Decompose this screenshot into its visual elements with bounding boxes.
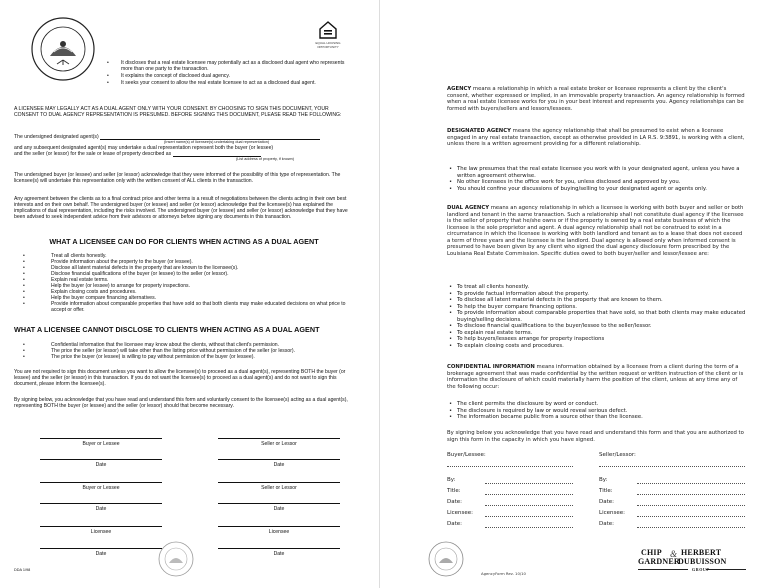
agent-name-caption: (Insert name(s) of licensee(s) undertaking dual representation) xyxy=(164,140,270,145)
confidential-exceptions-list xyxy=(447,401,747,421)
equal-housing-icon xyxy=(318,20,338,40)
louisiana-seal-icon xyxy=(30,16,96,82)
list-item: • Help the buyer (or lessee) to arrange for property inspections. xyxy=(14,283,354,289)
by-signing-paragraph: By signing below, you acknowledge that you have read and understand this form and voluntarily consent to the licensee(s) acting as a dual agent(s), representing BOTH the buyer (or lessee) and the seller (or lessor) should that become necessary. xyxy=(14,397,348,410)
cannot-disclose-list xyxy=(14,342,354,360)
designated-agency-list xyxy=(447,166,747,192)
not-required-paragraph: You are not required to sign this document unless you want to allow the licensee(s) to proceed as a dual agent(s), representing BOTH the buyer (or lessee) and the seller (or lessor) in this transaction. If you do not want the licensee(s) to proceed as a dual agent(s) and do not want to sign this document, please inform the licensee(s). xyxy=(14,369,346,388)
form-number: DDA 1/98 xyxy=(14,568,31,572)
seller-2-signature-line[interactable]: Seller or Lessor xyxy=(218,482,340,491)
brokerage-logo: CHIP GARDNER & HERBERT DUBUISSON GROUP xyxy=(636,548,751,578)
buyer-licensee-date-field[interactable] xyxy=(485,527,573,528)
commission-seal-icon xyxy=(427,540,465,578)
list-item: • Disclose all latent material defects in the property that are known to the licensee(s). xyxy=(14,265,354,271)
list-item: • Provide information about comparable properties that have sold so that both clients may make educated decisions on what price to accept or offer. xyxy=(14,301,354,313)
list-item: • The price the seller (or lessor) will take other than the listing price without permission of the seller (or lessor). xyxy=(14,348,354,354)
buyer-by-field[interactable] xyxy=(485,483,573,484)
list-item: • To provide information about comparable properties that have sold, so that both clients may make educated buying/selling decisions. xyxy=(447,310,747,323)
list-item: • To disclose all latent material defects in the property that are known to them. xyxy=(447,297,747,304)
dual-agency-duties-list xyxy=(447,284,747,349)
buyer-title-label: Title: xyxy=(447,488,461,494)
list-item: • The price the buyer (or lessee) is willing to pay without permission of the buyer (or lessee). xyxy=(14,354,354,360)
buyer-licensee-field[interactable] xyxy=(485,516,573,517)
list-item: • To provide factual information about the property. xyxy=(447,291,747,298)
dual-agency-term: DUAL AGENCY xyxy=(447,205,490,211)
list-item: • The information became public from a source other than the licensee. xyxy=(447,414,747,421)
list-item: • The client permits the disclosure by word or conduct. xyxy=(447,401,747,408)
by-signing-statement: By signing below you acknowledge that you have read and understand this form and that you are authorized to sign this form in the capacity in which you have signed. xyxy=(447,430,744,443)
seller-licensee-label: Licensee: xyxy=(599,510,625,516)
seller-name-field[interactable] xyxy=(599,466,745,467)
list-item: • Confidential information that the licensee may know about the clients, without that client's permission. xyxy=(14,342,354,348)
list-item: • It discloses that a real estate licensee may potentially act as a disclosed dual agent who represents more than one party to the transaction. xyxy=(105,60,355,72)
list-item: • To treat all clients honestly. xyxy=(447,284,747,291)
buyer-date-line[interactable]: Date xyxy=(40,459,162,468)
buyer-signature-line[interactable]: Buyer or Lessee xyxy=(40,438,162,447)
dual-agency-definition: DUAL AGENCY means an agency relationship in which a licensee is working with both buyer and seller or both landlord and tenant in the same transaction. Such a relationship shall not constitute dual agency if the licensee is the seller of property that he/she owns or if the property is owned by a real estate business of which the licensee is the sole proprietor and agent. A dual agency relationship shall not be construed to exist in a circumstance in which the licensee is working with both landlord and tenant as to a lease that does not exceed a term of three years and the licensee is the landlord. Dual agency is allowed only when informed consent is presumed to have been given by any client who signed the dual agency disclosure form prescribed by the Louisiana Real Estate Commission. Specific duties owed to both buyer/seller and lessor/lessee are: xyxy=(447,205,744,257)
cannot-disclose-heading: WHAT A LICENSEE CANNOT DISCLOSE TO CLIENTS WHEN ACTING AS A DUAL AGENT xyxy=(14,325,320,334)
list-item: • It explains the concept of disclosed dual agency. xyxy=(105,73,355,79)
buyer-2-date-line[interactable]: Date xyxy=(40,503,162,512)
confidential-term: CONFIDENTIAL INFORMATION xyxy=(447,364,535,370)
seller-date-line[interactable]: Date xyxy=(218,459,340,468)
revision-label: AgencyForm Rev. 10/10 xyxy=(481,571,526,576)
list-item: • To explain real estate terms. xyxy=(447,330,747,337)
agency-term: AGENCY xyxy=(447,86,472,92)
agency-definition: AGENCY means a relationship in which a real estate broker or licensee represents a client by the client's consent, whether expressed or implied, in an immovable property transaction. An agency relationship is formed when a real estate licensee works for you in your best interest and represents you. Agency relationships can be formed with buyers/sellers and lessors/lessees. xyxy=(447,86,745,112)
seller-signature-line[interactable]: Seller or Lessor xyxy=(218,438,340,447)
list-item: • To help buyers/lessees arrange for property inspections xyxy=(447,336,747,343)
property-line: and the seller (or lessor) for the sale or lease of property described as xyxy=(14,151,354,157)
left-signature-grid xyxy=(40,438,350,564)
buyer-licensee-label: Licensee: xyxy=(447,510,473,516)
seller-date-field[interactable] xyxy=(637,505,745,506)
buyer-date-label: Date: xyxy=(447,499,462,505)
seller-licensee-date-label: Date: xyxy=(599,521,614,527)
buyer-title-field[interactable] xyxy=(485,494,573,495)
list-item: • The disclosure is required by law or would reveal serious defect. xyxy=(447,408,747,415)
intro-bullet-list xyxy=(105,60,355,87)
list-item: • It seeks your consent to allow the real estate licensee to act as a disclosed dual agent. xyxy=(105,80,355,86)
equal-housing-label: EQUAL HOUSING OPPORTUNITY xyxy=(315,41,341,49)
seller-date-label: Date: xyxy=(599,499,614,505)
buyer-by-label: By: xyxy=(447,477,456,483)
list-item: • You should confine your discussions of buying/selling to your designated agent or agents only. xyxy=(447,186,747,193)
designated-agency-definition: DESIGNATED AGENCY means the agency relationship that shall be presumed to exist when a licensee engaged in any real estate transaction, except as otherwise provided in LA R.S. 9:3891, is working with a client, unless there is a written agreement providing for a different relationship. xyxy=(447,128,745,148)
buyer-name-field[interactable] xyxy=(447,466,573,467)
dual-representation-text: and any subsequent designated agent(s) may undertake a dual representation represent both the buyer (or lessee) xyxy=(14,144,274,151)
agreement-paragraph: Any agreement between the clients as to a final contract price and other terms is a result of negotiations between the clients acting in their own best interests and on their own behalf. The undersigned buyer (or lessee) and seller (or lessor) acknowledge that the licensee(s) has explained the implications of dual representation, including the risks involved. The undersigned buyer (or lessee) and seller (or lessor) acknowledge that they have been advised to seek independent advice from their advisors or attorneys before signing any documents in this transaction. xyxy=(14,196,348,221)
licensee-date-line[interactable]: Date xyxy=(40,548,162,557)
seller-title-label: Title: xyxy=(599,488,613,494)
list-item: • To help the buyer compare financing options. xyxy=(447,304,747,311)
licensee-2-date-line[interactable]: Date xyxy=(218,548,340,557)
list-item: • To explain closing costs and procedures. xyxy=(447,343,747,350)
agency-definitions-page xyxy=(381,0,761,588)
seller-2-date-line[interactable]: Date xyxy=(218,503,340,512)
designated-agent-line: The undersigned designated agent(s) xyxy=(14,134,354,140)
designated-agency-term: DESIGNATED AGENCY xyxy=(447,128,511,134)
list-item: • No other licensees in the office work for you, unless disclosed and approved by you. xyxy=(447,179,747,186)
acknowledge-paragraph: The undersigned buyer (or lessee) and seller (or lessor) acknowledge that they were informed of the possibility of this type of representation. The licensee(s) will undertake this representation only with the written consent of ALL clients in the transaction. xyxy=(14,172,341,185)
can-do-heading: WHAT A LICENSEE CAN DO FOR CLIENTS WHEN ACTING AS A DUAL AGENT xyxy=(49,237,319,246)
licensee-2-signature-line[interactable]: Licensee xyxy=(218,526,340,535)
list-item: • Treat all clients honestly. xyxy=(14,253,354,259)
seller-by-label: By: xyxy=(599,477,608,483)
dual-agency-disclosure-page xyxy=(0,0,380,588)
seller-title-field[interactable] xyxy=(637,494,745,495)
seller-licensee-date-field[interactable] xyxy=(637,527,745,528)
can-do-list xyxy=(14,253,354,313)
designated-agent-section xyxy=(14,134,354,161)
buyer-licensee-date-label: Date: xyxy=(447,521,462,527)
list-item: • To disclose financial qualifications to the buyer/lessee to the seller/lessor. xyxy=(447,323,747,330)
list-item: • Provide information about the property to the buyer (or lessee). xyxy=(14,259,354,265)
buyer-lessee-heading: Buyer/Lessee: xyxy=(447,452,486,458)
seller-by-field[interactable] xyxy=(637,483,745,484)
buyer-date-field[interactable] xyxy=(485,505,573,506)
seller-licensee-field[interactable] xyxy=(637,516,745,517)
commission-seal-icon xyxy=(157,540,195,578)
buyer-2-signature-line[interactable]: Buyer or Lessee xyxy=(40,482,162,491)
licensee-signature-line[interactable]: Licensee xyxy=(40,526,162,535)
list-item: • Disclose financial qualifications of the buyer (or lessee) to the seller (or lessor). xyxy=(14,271,354,277)
list-item: • Explain real estate terms. xyxy=(14,277,354,283)
property-address-caption: (List address of property, if known) xyxy=(236,156,294,161)
list-item: • The law presumes that the real estate licensee you work with is your designated agent, unless you have a written agreement otherwise. xyxy=(447,166,747,179)
list-item: • Help the buyer compare financing alternatives. xyxy=(14,295,354,301)
seller-lessor-heading: Seller/Lessor: xyxy=(599,452,636,458)
consent-paragraph: A LICENSEE MAY LEGALLY ACT AS A DUAL AGENT ONLY WITH YOUR CONSENT. BY CHOOSING TO SIGN THIS DOCUMENT, YOUR CONSENT TO DUAL AGENCY REPRESENTATION IS PRESUMED. BEFORE SIGNING THIS DOCUMENT, PLEASE READ THE FOLLOWING: xyxy=(14,106,342,119)
list-item: • Explain closing costs and procedures. xyxy=(14,289,354,295)
confidential-information-definition: CONFIDENTIAL INFORMATION means information obtained by a licensee from a client during the term of a brokerage agreement that was made confidential by the written request or written instruction of the client or is information the disclosure of which could materially harm the position of the client, unless at any time any of the following occur: xyxy=(447,364,744,390)
